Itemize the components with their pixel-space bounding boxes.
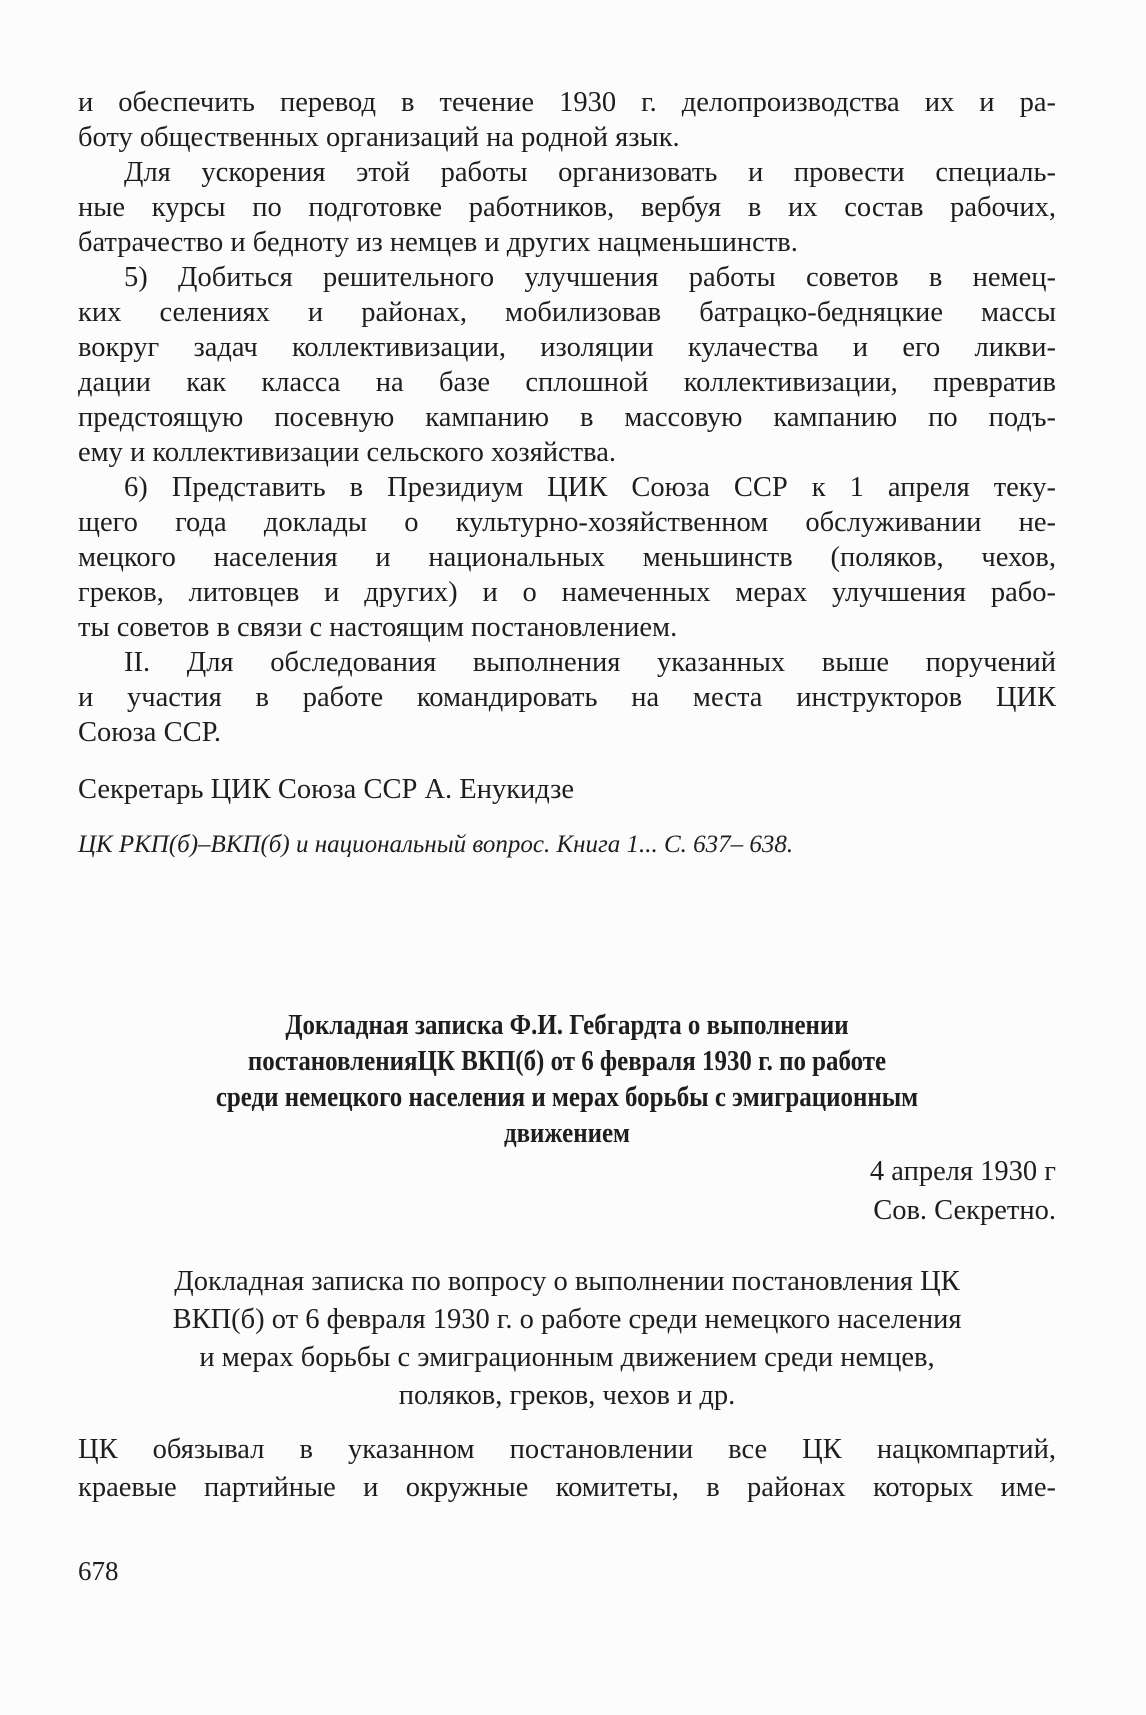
text-line: поляков, греков, чехов и др. bbox=[398, 1380, 736, 1411]
signature-line bbox=[78, 771, 1056, 809]
document-date-classification bbox=[78, 1152, 1056, 1230]
text-line: движением bbox=[503, 1117, 631, 1149]
text-line: постановленияЦК ВКП(б) от 6 февраля 1930 г. по работе bbox=[247, 1045, 887, 1077]
source-citation bbox=[78, 826, 1056, 864]
text-line: Для ускорения этой работы организовать и провести специаль- bbox=[124, 157, 1056, 188]
text-line: ЦК обязывал в указанном постановлении все ЦК нацкомпартий, bbox=[78, 1434, 1056, 1465]
text-line: краевые партийные и окружные комитеты, в районах которых име- bbox=[78, 1472, 1056, 1503]
body-paragraphs bbox=[78, 85, 1056, 750]
text-line: 5) Добиться решительного улучшения работы советов в немец- bbox=[124, 262, 1056, 293]
text-line: Секретарь ЦИК Союза ССР А. Енукидзе bbox=[78, 774, 575, 805]
text-line: 4 апреля 1930 г bbox=[869, 1156, 1056, 1187]
text-line: II. Для обследования выполнения указанных выше поручений bbox=[124, 647, 1056, 678]
text-line: ты советов в связи с настоящим постановлением. bbox=[78, 612, 678, 643]
text-line: Докладная записка Ф.И. Гебгардта о выполнении bbox=[285, 1009, 849, 1041]
document-heading bbox=[146, 1007, 987, 1151]
text-line: и обеспечить перевод в течение 1930 г. делопроизводства их и ра- bbox=[78, 87, 1056, 118]
text-line: Сов. Секретно. bbox=[873, 1195, 1056, 1226]
text-line: ВКП(б) от 6 февраля 1930 г. о работе среди немецкого населения bbox=[172, 1304, 962, 1335]
text-line: ЦК РКП(б)–ВКП(б) и национальный вопрос. Книга 1... С. 637– 638. bbox=[78, 831, 794, 858]
text-line: 6) Представить в Президиум ЦИК Союза ССР к 1 апреля теку- bbox=[124, 472, 1056, 503]
text-line: щего года доклады о культурно-хозяйственном обслуживании не- bbox=[78, 507, 1056, 538]
document-subtitle bbox=[78, 1263, 1056, 1415]
text-line: предстоящую посевную кампанию в массовую кампанию по подъ- bbox=[78, 402, 1056, 433]
text-line: Докладная записка по вопросу о выполнении постановления ЦК bbox=[174, 1266, 960, 1297]
text-line: мецкого населения и национальных меньшинств (поляков, чехов, bbox=[78, 542, 1056, 573]
text-line: дации как класса на базе сплошной коллективизации, превратив bbox=[78, 367, 1056, 398]
report-paragraph bbox=[78, 1431, 1056, 1507]
text-line: Союза ССР. bbox=[78, 717, 222, 748]
page-number: 678 bbox=[78, 1556, 119, 1586]
text-line: среди немецкого населения и мерах борьбы с эмиграционным bbox=[215, 1081, 919, 1113]
text-line: вокруг задач коллективизации, изоляции кулачества и его ликви- bbox=[78, 332, 1056, 363]
text-line: ему и коллективизации сельского хозяйства. bbox=[78, 437, 616, 468]
text-line: боту общественных организаций на родной язык. bbox=[78, 122, 680, 153]
text-line: ких селениях и районах, мобилизовав батрацко-бедняцкие массы bbox=[78, 297, 1056, 328]
text-line: ные курсы по подготовке работников, вербуя в их состав рабочих, bbox=[78, 192, 1056, 223]
text-line: батрачество и бедноту из немцев и других нацменьшинств. bbox=[78, 227, 798, 258]
text-line: и мерах борьбы с эмиграционным движением среди немцев, bbox=[199, 1342, 935, 1373]
text-line: греков, литовцев и других) и о намеченных мерах улучшения рабо- bbox=[78, 577, 1056, 608]
text-line: и участия в работе командировать на места инструкторов ЦИК bbox=[78, 682, 1056, 713]
